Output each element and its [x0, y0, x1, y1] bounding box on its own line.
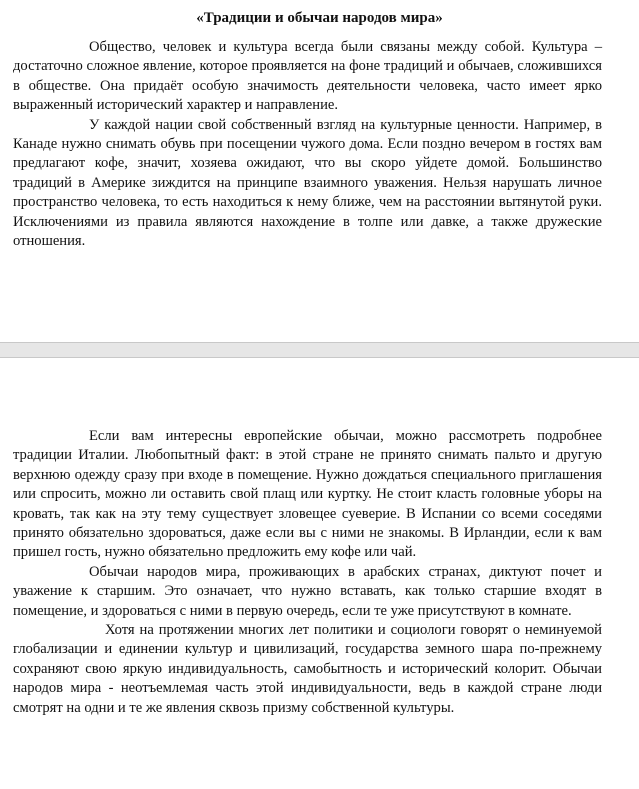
- document-page-1: [0, 0, 639, 342]
- page-1-body: [13, 38, 602, 251]
- paragraph: Общество, человек и культура всегда были связаны между собой. Культура – достаточно сложное явление, которое проявляется на фоне традиций и обычаев, сложившихся в обществе. Она придаёт особую значимость деятельности человека, часто имеет ярко выраженный исторический характер и направление.: [13, 39, 602, 114]
- page-break-gap: [0, 342, 639, 358]
- paragraph: У каждой нации свой собственный взгляд на культурные ценности. Например, в Канаде нужно снимать обувь при посещении чужого дома. Если поздно вечером в гостях вам предлагают кофе, значит, хозяева ожидают, что вы скоро уйдете домой. Большинство традиций в Америке зиждится на принципе взаимного уважения. Нельзя нарушать личное пространство человека, то есть находиться к нему ближе, чем на расстоянии вытянутой руки. Исключениями из правила являются нахождение в толпе или давке, а также дружеские отношения.: [13, 116, 602, 250]
- document-title: «Традиции и обычаи народов мира»: [196, 10, 443, 26]
- paragraph: Хотя на протяжении многих лет политики и социологи говорят о неминуемой глобализации и единении культур и цивилизаций, государства земного шара по-прежнему сохраняют свою яркую индивидуальность, самобытность и исторический колорит. Обычаи народов мира - неотъемлемая часть этой индивидуальности, ведь в каждой стране люди смотрят на одни и те же явления сквозь призму собственной культуры.: [13, 622, 602, 716]
- page-2-body: [13, 427, 602, 718]
- document-page-2: [0, 358, 639, 789]
- paragraph: Если вам интересны европейские обычаи, можно рассмотреть подробнее традиции Италии. Любопытный факт: в этой стране не принято снимать пальто и другую верхнюю одежду сразу при входе в помещение. Нужно дождаться специального приглашения или спросить, можно ли оставить свой плащ или куртку. Не стоит класть головные уборы на кровать, так как на эту тему существует зловещее суеверие. В Испании со всеми соседями принято обязательно здороваться, даже если вы с ними не знакомы. В Ирландии, если к вам пришел гость, нужно обязательно предложить ему кофе или чай.: [13, 428, 602, 561]
- paragraph: Обычаи народов мира, проживающих в арабских странах, диктуют почет и уважение к старшим. Это означает, что нужно вставать, как только старшие входят в помещение, и здороваться с ними в первую очередь, если те уже присутствуют в комнате.: [13, 563, 602, 619]
